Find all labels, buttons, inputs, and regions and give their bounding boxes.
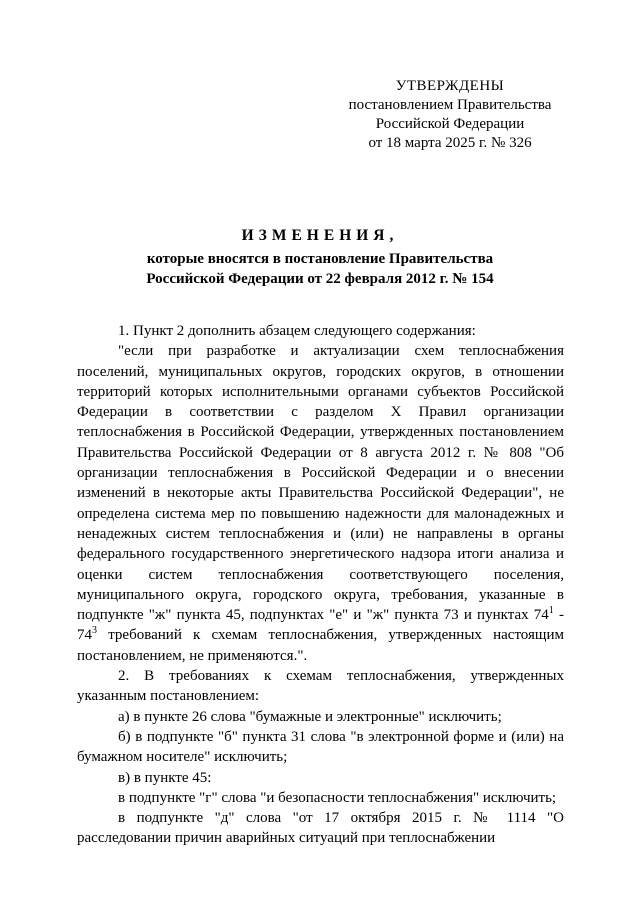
approval-heading: УТВЕРЖДЕНЫ (395, 78, 505, 94)
paragraph-8: в подпункте "д" слова "от 17 октября 2015 г. № 1114 "О расследовании причин аварийных ситуаций при теплоснабжении (77, 810, 564, 847)
document-subtitle (0, 249, 640, 289)
paragraph-2-text-end: требований к схемам теплоснабжения, утвержденных настоящим постановлением, не применяются.". (77, 627, 564, 664)
approval-line: от 18 марта 2025 г. № 326 (368, 135, 532, 151)
paragraph-1: 1. Пункт 2 дополнить абзацем следующего содержания: (118, 323, 476, 339)
superscript: 1 (548, 605, 554, 617)
paragraph-2-text: "если при разработке и актуализации схем теплоснабжения поселений, муниципальных округов, городских округов, в отношении территорий которых исполнительными органами субъектов Российской Федерации в соответствии с разделом X Правил организации теплоснабжения в Российской Федерации, утвержденных постановлением Правительства Российской Федерации от 8 августа 2012 г. № 808 "Об организации теплоснабжения в Российской Федерации и о внесении изменений в некоторые акты Правительства Российской Федерации", не определена система мер по повышению надежности для малонадежных и ненадежных систем теплоснабжения и (или) не направлены в органы федерального государственного энергетического надзора итоги анализа и оценки систем теплоснабжения соответствующего поселения, муниципального округа, городского округа, требования, указанные в подпункте "ж" пункта 45, подпунктах "е" и "ж" пункта 73 и пунктах 74 (77, 343, 564, 624)
paragraph-5: б) в подпункте "б" пункта 31 слова "в электронной форме и (или) на бумажном носителе" исключить; (77, 728, 564, 766)
document-title: ИЗМЕНЕНИЯ, (241, 227, 399, 244)
superscript: 3 (92, 625, 97, 637)
subtitle-line: которые вносятся в постановление Правительства (146, 251, 494, 267)
approval-stamp (300, 77, 600, 153)
subtitle-line: Российской Федерации от 22 февраля 2012 г. № 154 (146, 271, 494, 287)
paragraph-3: 2. В требованиях к схемам теплоснабжения, утвержденных указанным постановлением: (77, 668, 564, 705)
approval-line: постановлением Правительства (348, 97, 552, 113)
paragraph-6: в) в пункте 45: (118, 769, 212, 786)
document-body (77, 321, 564, 849)
paragraph-2-range: - 74 (77, 607, 564, 644)
approval-line: Российской Федерации (375, 116, 525, 132)
paragraph-7: в подпункте "г" слова "и безопасности теплоснабжения" исключить; (118, 789, 557, 806)
paragraph-4: а) в пункте 26 слова "бумажные и электронные" исключить; (118, 708, 502, 725)
paragraph-2 (77, 341, 564, 666)
